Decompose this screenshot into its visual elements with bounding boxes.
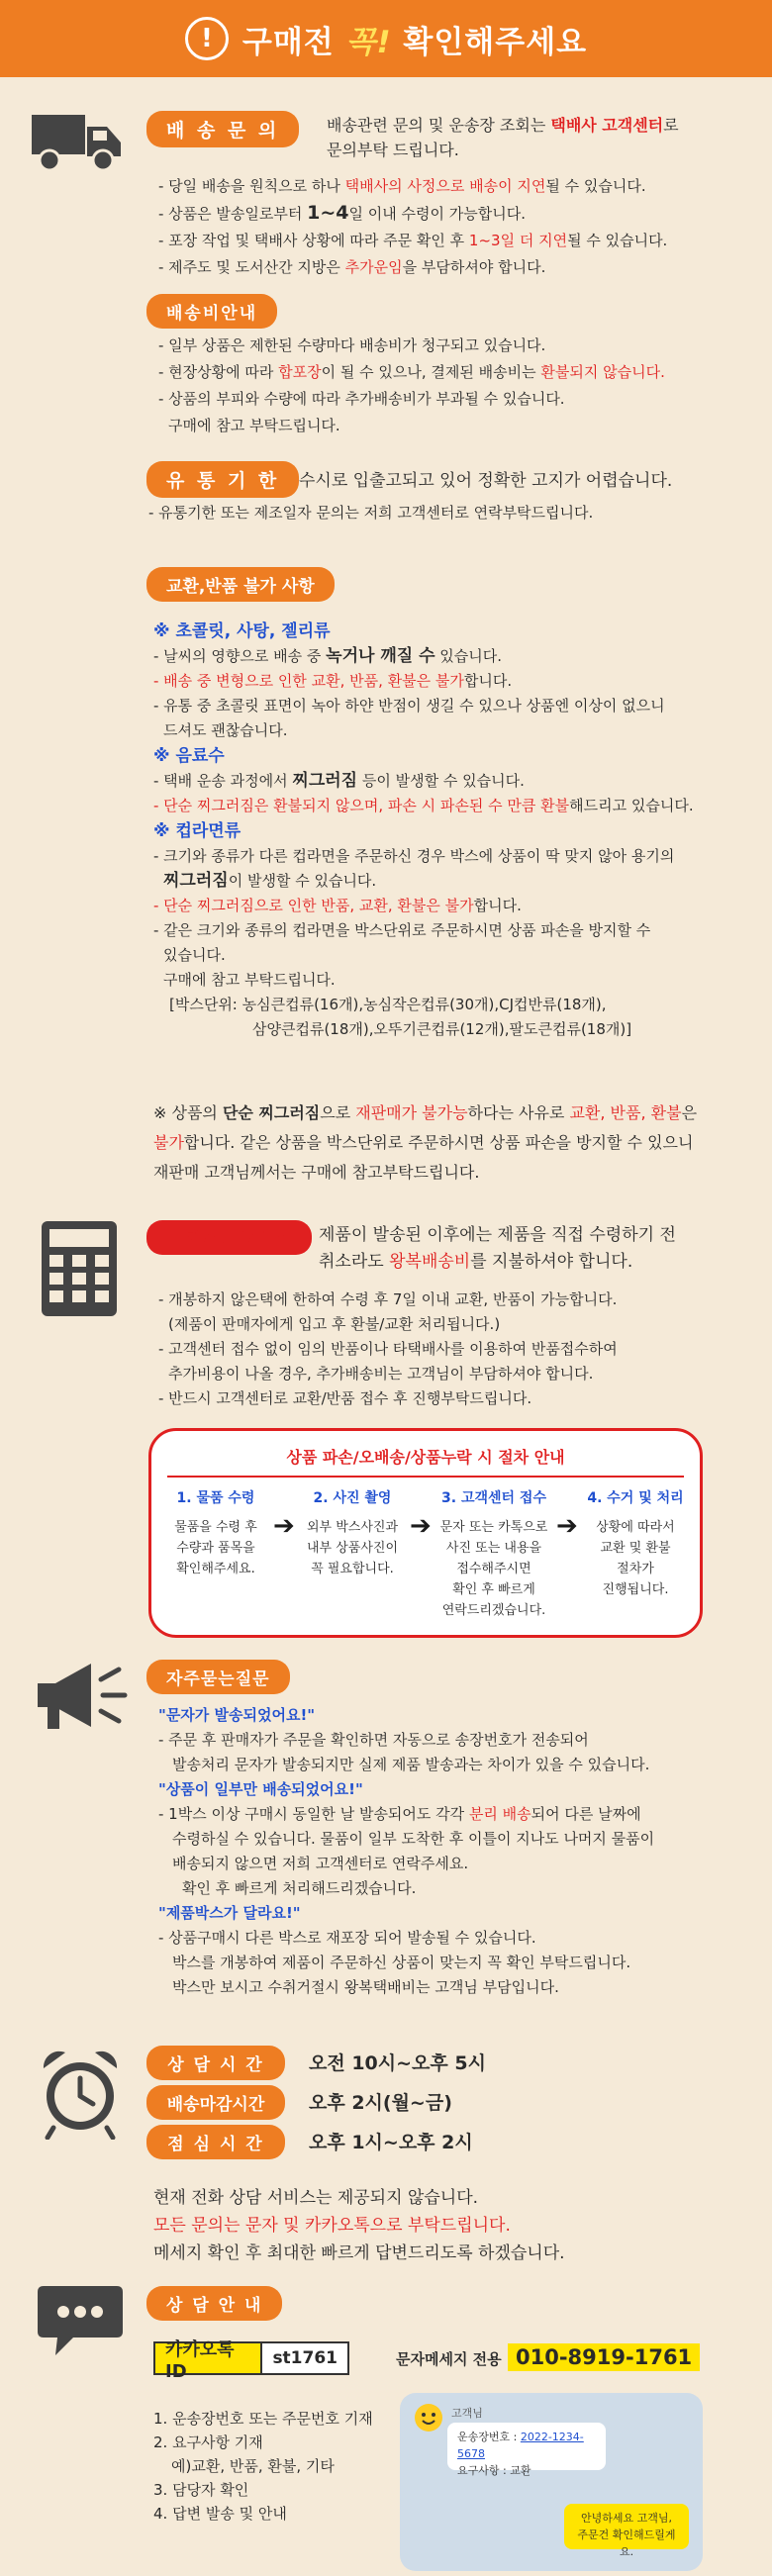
expiry-pill: 유 통 기 한 <box>146 461 299 498</box>
step-text: 교환 및 환불 <box>600 1541 671 1556</box>
shipping-fee-pill: 배송비안내 <box>146 294 277 329</box>
faq-answer: 배송되지 않으면 저희 고객센터로 연락주세요. <box>172 1855 469 1872</box>
chat-line: 운송장번호 : 2022-1234-5678 <box>457 2431 584 2460</box>
chat-message <box>447 2423 606 2477</box>
faq-question: "문자가 발송되었어요!" <box>158 1706 316 1724</box>
page-title: 구매전 꼭! 확인해주세요 <box>241 24 588 60</box>
step-text: 내부 상품사진이 <box>306 1541 399 1556</box>
shipping-fee-list <box>158 334 665 438</box>
list-item: 구매에 참고 부탁드립니다. <box>168 417 340 434</box>
process-step <box>298 1487 407 1621</box>
category-heading: ※ 컵라면류 <box>153 821 241 841</box>
consult-step: 2. 요구사항 기재 <box>153 2433 263 2451</box>
megaphone-icon <box>30 1658 129 1737</box>
hours-label: 상 담 시 간 <box>146 2046 285 2080</box>
list-item: - 포장 작업 및 택배사 상황에 따라 주문 확인 후 1~3일 더 지연될 수 있습니다. <box>158 232 668 249</box>
delivery-inquiry-heading-2: 문의부탁 드립니다. <box>327 141 459 159</box>
return-list <box>158 1288 618 1411</box>
step-text: 상황에 따라서 <box>596 1520 675 1535</box>
faq-answer: - 상품구매시 다른 박스로 재포장 되어 발송될 수 있습니다. <box>158 1929 536 1947</box>
kakao-label: 카카오톡 ID <box>155 2343 262 2373</box>
list-item: - 날씨의 영향으로 배송 중 녹거나 깨질 수 있습니다. <box>153 646 503 666</box>
alarm-clock-icon <box>36 2045 125 2140</box>
step-text: 수량과 품목을 <box>176 1541 255 1556</box>
consult-pill: 상 담 안 내 <box>146 2286 282 2321</box>
smiley-icon <box>414 2403 443 2433</box>
step-text: 확인 후 빠르게 <box>452 1582 535 1597</box>
chat-line: 요구사항 : 교환 <box>457 2464 531 2477</box>
step-heading: 1. 물품 수령 <box>176 1490 255 1506</box>
step-text: 진행됩니다. <box>602 1582 669 1597</box>
step-text: 절차가 <box>617 1562 654 1576</box>
lunch-label: 점 심 시 간 <box>146 2125 285 2159</box>
chat-bubble-icon <box>34 2282 127 2361</box>
phone-number: 010-8919-1761 <box>508 2343 700 2371</box>
consult-step: 1. 운송장번호 또는 주문번호 기재 <box>153 2410 373 2428</box>
faq-answer: - 1박스 이상 구매시 동일한 날 발송되어도 각각 분리 배송되어 다른 날짜에 <box>158 1805 641 1823</box>
chat-reply <box>564 2504 689 2558</box>
faq-pill: 자주묻는질문 <box>146 1660 290 1694</box>
lunch-value: 오후 1시~오후 2시 <box>309 2132 473 2153</box>
hours-note: 메세지 확인 후 최대한 빠르게 답변드리도록 하겠습니다. <box>153 2243 565 2263</box>
faq-answer: - 주문 후 판매자가 주문을 확인하면 자동으로 송장번호가 전송되어 <box>158 1731 589 1749</box>
faq-question: "상품이 일부만 배송되었어요!" <box>158 1780 363 1798</box>
list-item: - 같은 크기와 종류의 컵라면을 박스단위로 주문하시면 상품 파손을 방지할 수 <box>153 921 651 939</box>
faq-list <box>158 1703 654 2000</box>
step-text: 꼭 필요합니다. <box>311 1562 394 1576</box>
consult-step: 4. 답변 발송 및 안내 <box>153 2505 287 2523</box>
list-item: - 고객센터 접수 없이 임의 반품이나 타택배사를 이용하여 반품접수하여 <box>158 1340 618 1358</box>
expiry-heading: 수시로 입출고되고 있어 정확한 고지가 어렵습니다. <box>299 471 673 491</box>
step-text: 접수해주시면 <box>456 1562 531 1576</box>
list-item: - 상품은 발송일로부터 1~4일 이내 수령이 가능합니다. <box>158 202 526 224</box>
header-banner <box>0 0 772 77</box>
faq-answer: 수령하실 수 있습니다. 물품이 일부 도착한 후 이틀이 지나도 나머지 물품이 <box>172 1830 655 1848</box>
process-title: 상품 파손/오배송/상품누락 시 절차 안내 <box>286 1448 565 1467</box>
step-heading: 4. 수거 및 처리 <box>587 1490 684 1506</box>
hours-notes <box>153 2184 565 2267</box>
consult-steps <box>153 2407 373 2526</box>
delivery-inquiry-list <box>158 174 667 280</box>
step-text: 외부 박스사진과 <box>306 1520 399 1535</box>
warning-icon: ! <box>185 17 229 60</box>
step-text: 확인해주세요. <box>176 1562 255 1576</box>
process-box <box>148 1428 703 1638</box>
faq-answer: 박스를 개봉하여 제품이 주문하신 상품이 맞는지 꼭 확인 부탁드립니다. <box>172 1954 631 1971</box>
list-item: 삼양큰컵류(18개),오뚜기큰컵류(12개),팔도큰컵류(18개)] <box>252 1020 632 1038</box>
process-step <box>581 1487 690 1621</box>
list-item: - 일부 상품은 제한된 수량마다 배송비가 청구되고 있습니다. <box>158 336 546 354</box>
list-item: [박스단위: 농심큰컵류(16개),농심작은컵류(30개),CJ컵반류(18개), <box>169 996 607 1013</box>
no-exchange-pill: 교환,반품 불가 사항 <box>146 567 335 602</box>
chat-preview <box>400 2393 703 2571</box>
delivery-inquiry-pill: 배 송 문 의 <box>146 111 299 147</box>
return-heading <box>319 1222 676 1276</box>
phone-label: 문자메세지 전용 <box>396 2350 502 2368</box>
faq-question: "제품박스가 달라요!" <box>158 1904 301 1922</box>
kakao-id: st1761 <box>262 2343 347 2373</box>
process-step <box>434 1487 553 1621</box>
hours-note: 현재 전화 상담 서비스는 제공되지 않습니다. <box>153 2188 479 2208</box>
step-text: 물품을 수령 후 <box>174 1520 257 1535</box>
list-item: 있습니다. <box>163 946 226 964</box>
calculator-icon <box>40 1219 119 1318</box>
return-pill: 교환/반품/취소 <box>146 1220 312 1255</box>
cutoff-value: 오후 2시(월~금) <box>309 2092 452 2114</box>
list-item: - 제주도 및 도서산간 지방은 추가운임을 부담하셔야 합니다. <box>158 258 546 276</box>
chat-sender: 고객님 <box>451 2407 483 2420</box>
list-item: - 크기와 종류가 다른 컵라면을 주문하신 경우 박스에 상품이 딱 맞지 않아 용기의 <box>153 847 675 865</box>
list-item: - 당일 배송을 원칙으로 하나 택배사의 사정으로 배송이 지연될 수 있습니다. <box>158 177 646 195</box>
step-text: 문자 또는 카톡으로 <box>439 1520 548 1535</box>
list-item: - 반드시 고객센터로 교환/반품 접수 후 진행부탁드립니다. <box>158 1389 532 1407</box>
faq-answer: 확인 후 빠르게 처리해드리겠습니다. <box>182 1879 417 1897</box>
list-item: - 현장상황에 따라 합포장이 될 수 있으나, 결제된 배송비는 환불되지 않습니다. <box>158 363 665 381</box>
delivery-inquiry-heading: 배송관련 문의 및 운송장 조회는 택배사 고객센터로 <box>327 116 679 135</box>
list-item: 구매에 참고 부탁드립니다. <box>163 971 336 989</box>
expiry-note: - 유통기한 또는 제조일자 문의는 저희 고객센터로 연락부탁드립니다. <box>148 504 594 522</box>
consult-step: 예)교환, 반품, 환불, 기타 <box>171 2457 335 2475</box>
faq-answer: 발송처리 문자가 발송되지만 실제 제품 발송과는 차이가 있을 수 있습니다. <box>172 1756 650 1773</box>
list-item: 드셔도 괜찮습니다. <box>163 721 288 739</box>
process-step <box>161 1487 270 1621</box>
category-heading: ※ 초콜릿, 사탕, 젤리류 <box>153 621 331 641</box>
step-text: 사진 또는 내용을 <box>445 1541 542 1556</box>
no-exchange-note <box>153 1098 697 1188</box>
kakao-id-box <box>153 2338 349 2382</box>
list-item: - 개봉하지 않은택에 한하여 수령 후 7일 이내 교환, 반품이 가능합니다. <box>158 1290 618 1308</box>
return-heading-line: 제품이 발송된 이후에는 제품을 직접 수령하기 전 <box>319 1225 676 1245</box>
process-steps <box>151 1478 700 1621</box>
arrow-right-icon: ➔ <box>556 1511 578 1541</box>
faq-answer: 박스만 보시고 수취거절시 왕복택배비는 고객님 부담입니다. <box>172 1978 559 1996</box>
step-text: 연락드리겠습니다. <box>441 1603 546 1618</box>
list-item: - 상품의 부피와 수량에 따라 추가배송비가 부과될 수 있습니다. <box>158 390 565 408</box>
arrow-right-icon: ➔ <box>410 1511 432 1541</box>
list-item: (제품이 판매자에게 입고 후 환불/교환 처리됩니다.) <box>168 1315 501 1333</box>
return-heading-line: 취소라도 왕복배송비를 지불하셔야 합니다. <box>319 1252 633 1272</box>
note-line: ※ 상품의 단순 찌그러짐으로 재판매가 불가능하다는 사유로 교환, 반품, 환불은 <box>153 1103 698 1122</box>
hours-value: 오전 10시~오후 5시 <box>309 2052 486 2074</box>
note-line: 불가합니다. 같은 상품을 박스단위로 주문하시면 상품 파손을 방지할 수 있으니 <box>153 1133 694 1152</box>
hours-note: 모든 문의는 문자 및 카카오톡으로 부탁드립니다. <box>153 2216 511 2236</box>
truck-icon <box>30 107 125 176</box>
list-item: - 배송 중 변형으로 인한 교환, 반품, 환불은 불가합니다. <box>153 672 513 690</box>
list-item: - 단순 찌그러짐은 환불되지 않으며, 파손 시 파손된 수 만큼 환불해드리고 있습니다. <box>153 797 694 814</box>
cutoff-label: 배송마감시간 <box>146 2085 285 2120</box>
list-item: - 단순 찌그러짐으로 인한 반품, 교환, 환불은 불가합니다. <box>153 897 522 914</box>
no-exchange-list <box>153 619 694 1042</box>
category-heading: ※ 음료수 <box>153 746 225 766</box>
chat-reply-line: 주문건 확인해드릴게요. <box>577 2528 676 2558</box>
list-item: - 유통 중 초콜릿 표면이 녹아 하얀 반점이 생길 수 있으나 상품엔 이상이 없으니 <box>153 697 665 715</box>
arrow-right-icon: ➔ <box>273 1511 295 1541</box>
list-item: 찌그러짐이 발생할 수 있습니다. <box>163 871 377 891</box>
step-heading: 3. 고객센터 접수 <box>441 1490 546 1506</box>
step-heading: 2. 사진 촬영 <box>313 1490 392 1506</box>
chat-reply-line: 안녕하세요 고객님, <box>580 2512 672 2525</box>
note-line: 재판매 고객님께서는 구매에 참고부탁드립니다. <box>153 1163 480 1182</box>
list-item: - 택배 운송 과정에서 찌그러짐 등이 발생할 수 있습니다. <box>153 771 525 791</box>
consult-step: 3. 담당자 확인 <box>153 2481 249 2499</box>
list-item: 추가비용이 나올 경우, 추가배송비는 고객님이 부담하셔야 합니다. <box>168 1365 594 1383</box>
